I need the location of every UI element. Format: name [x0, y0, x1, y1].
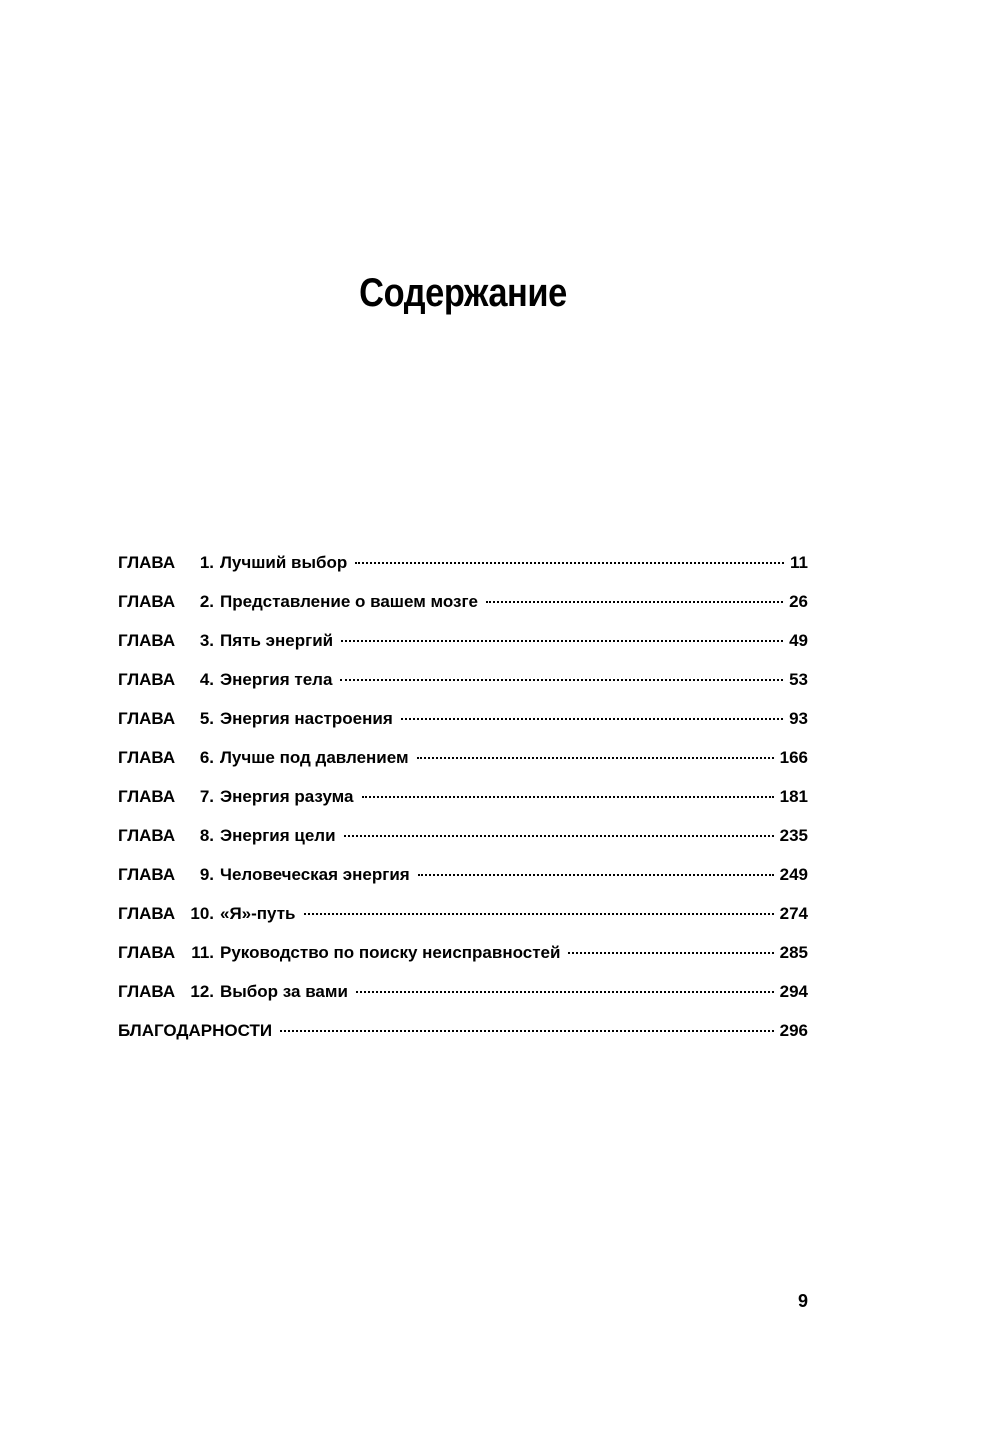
- chapter-title: Энергия тела: [220, 670, 333, 689]
- toc-entry-chapter-5[interactable]: [118, 709, 808, 748]
- chapter-page: 235: [779, 826, 808, 845]
- dot-leader: [355, 562, 784, 564]
- toc-entry-acknowledgements[interactable]: [118, 1021, 808, 1060]
- chapter-page: 285: [779, 943, 808, 962]
- chapter-number: 5.: [199, 709, 214, 728]
- chapter-label: ГЛАВА: [118, 709, 176, 728]
- chapter-label: ГЛАВА: [118, 982, 176, 1001]
- chapter-label: ГЛАВА: [118, 826, 176, 845]
- dot-leader: [344, 835, 774, 837]
- chapter-number: 12.: [190, 982, 214, 1001]
- chapter-label: ГЛАВА: [118, 748, 176, 767]
- toc-entry-chapter-7[interactable]: [118, 787, 808, 826]
- dot-leader: [362, 796, 774, 798]
- table-of-contents: [118, 553, 808, 1060]
- chapter-page: 11: [790, 553, 808, 572]
- chapter-page: 53: [789, 670, 808, 689]
- chapter-label: ГЛАВА: [118, 943, 176, 962]
- chapter-label: ГЛАВА: [118, 670, 176, 689]
- toc-entry-chapter-6[interactable]: [118, 748, 808, 787]
- dot-leader: [568, 952, 773, 954]
- chapter-label: ГЛАВА: [118, 631, 176, 650]
- dot-leader: [340, 679, 783, 681]
- chapter-number: 9.: [199, 865, 214, 884]
- dot-leader: [417, 757, 774, 759]
- chapter-number: 8.: [199, 826, 214, 845]
- chapter-page: 26: [789, 592, 808, 611]
- chapter-title: Энергия разума: [220, 787, 354, 806]
- toc-entry-chapter-12[interactable]: [118, 982, 808, 1021]
- page-number: 9: [797, 1291, 808, 1311]
- chapter-label: ГЛАВА: [118, 787, 176, 806]
- chapter-number: 3.: [199, 631, 214, 650]
- dot-leader: [486, 601, 783, 603]
- chapter-page: 249: [779, 865, 808, 884]
- chapter-number: 2.: [199, 592, 214, 611]
- chapter-label: ГЛАВА: [118, 865, 176, 884]
- dot-leader: [341, 640, 783, 642]
- chapter-page: 93: [789, 709, 808, 728]
- toc-entry-chapter-1[interactable]: [118, 553, 808, 592]
- chapter-title: Выбор за вами: [220, 982, 348, 1001]
- chapter-page: 294: [779, 982, 808, 1001]
- toc-entry-chapter-11[interactable]: [118, 943, 808, 982]
- acknowledgements-title: БЛАГОДАРНОСТИ: [118, 1021, 273, 1040]
- chapter-number: 11.: [191, 943, 214, 962]
- chapter-title: Пять энергий: [220, 631, 334, 650]
- chapter-title: Лучше под давлением: [220, 748, 409, 767]
- toc-entry-chapter-9[interactable]: [118, 865, 808, 904]
- chapter-title: Руководство по поиску неисправностей: [220, 943, 561, 962]
- chapter-number: 10.: [190, 904, 214, 923]
- toc-entry-chapter-8[interactable]: [118, 826, 808, 865]
- dot-leader: [418, 874, 774, 876]
- chapter-page: 166: [779, 748, 808, 767]
- toc-entry-chapter-4[interactable]: [118, 670, 808, 709]
- chapter-page: 181: [779, 787, 808, 806]
- toc-entry-chapter-2[interactable]: [118, 592, 808, 631]
- chapter-label: ГЛАВА: [118, 592, 176, 611]
- chapter-page: 49: [789, 631, 808, 650]
- chapter-title: Представление о вашем мозге: [220, 592, 478, 611]
- toc-entry-chapter-10[interactable]: [118, 904, 808, 943]
- dot-leader: [304, 913, 774, 915]
- chapter-number: 1.: [199, 553, 214, 572]
- chapter-title: «Я»-путь: [220, 904, 296, 923]
- dot-leader: [280, 1030, 774, 1032]
- chapter-number: 6.: [199, 748, 214, 767]
- dot-leader: [401, 718, 783, 720]
- chapter-number: 4.: [199, 670, 214, 689]
- chapter-number: 7.: [199, 787, 214, 806]
- acknowledgements-page: 296: [779, 1021, 808, 1040]
- dot-leader: [356, 991, 774, 993]
- chapter-title: Энергия цели: [220, 826, 336, 845]
- chapter-title: Энергия настроения: [220, 709, 393, 728]
- toc-entry-chapter-3[interactable]: [118, 631, 808, 670]
- chapter-label: ГЛАВА: [118, 553, 176, 572]
- page-title: Содержание: [359, 270, 567, 315]
- chapter-label: ГЛАВА: [118, 904, 176, 923]
- chapter-title: Лучший выбор: [220, 553, 348, 572]
- chapter-title: Человеческая энергия: [220, 865, 410, 884]
- chapter-page: 274: [779, 904, 808, 923]
